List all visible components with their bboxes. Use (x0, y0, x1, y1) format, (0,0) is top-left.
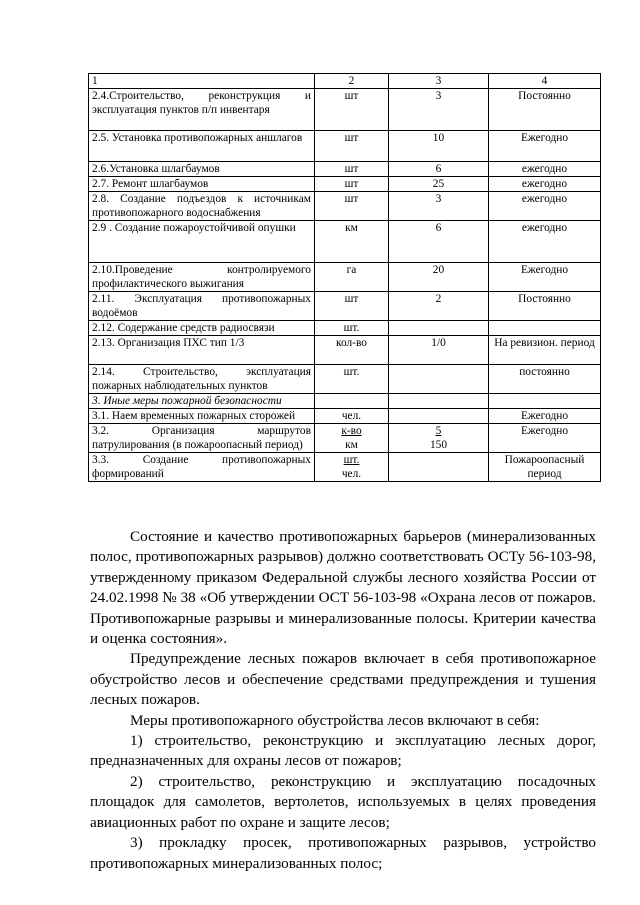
measure-name: 2.13. Организация ПХС тип 1/3 (89, 336, 315, 365)
header-cell-1: 1 (89, 74, 315, 89)
table-row (89, 292, 601, 321)
table-row (89, 177, 601, 192)
measure-unit: км (315, 221, 389, 263)
measure-name: 2.7. Ремонт шлагбаумов (89, 177, 315, 192)
measure-period: постоянно (489, 365, 601, 394)
measure-unit: шт. (315, 321, 389, 336)
measure-name: 2.5. Установка противопожарных аншлагов (89, 131, 315, 162)
measure-name: 2.12. Содержание средств радиосвязи (89, 321, 315, 336)
table-row (89, 263, 601, 292)
measure-period: Постоянно (489, 292, 601, 321)
header-cell-4: 4 (489, 74, 601, 89)
measure-period: Ежегодно (489, 424, 601, 453)
measure-qty: 6 (389, 221, 489, 263)
measure-unit: шт. (315, 365, 389, 394)
measure-name: 2.9 . Создание пожароустойчивой опушки (89, 221, 315, 263)
measure-qty: 1/0 (389, 336, 489, 365)
measure-qty (389, 321, 489, 336)
measure-unit: шт (315, 177, 389, 192)
measure-name: 3.2. Организация маршрутов патрулирования (в пожароопасный период) (89, 424, 315, 453)
measure-unit: га (315, 263, 389, 292)
measure-period: Пожароопасный период (489, 453, 601, 482)
list-item: 3) прокладку просек, противопожарных разрывов, устройство противопожарных минерализованных полос; (90, 834, 596, 872)
measure-name: 3.3. Создание противопожарных формирований (89, 453, 315, 482)
measure-period: ежегодно (489, 192, 601, 221)
measure-unit-primary: шт. (343, 454, 360, 466)
measure-unit-secondary: км (345, 439, 358, 451)
measure-period: Ежегодно (489, 131, 601, 162)
measure-unit: кол-во (315, 336, 389, 365)
measure-name: 3.1. Наем временных пожарных сторожей (89, 409, 315, 424)
measure-unit (315, 424, 389, 453)
measure-name: 2.10.Проведение контролируемого профилактического выжигания (89, 263, 315, 292)
measure-name: 2.4.Строительство, реконструкция и эксплуатация пунктов п/п инвентаря (89, 89, 315, 131)
measure-period: ежегодно (489, 162, 601, 177)
measure-name: 2.8. Создание подъездов к источникам противопожарного водоснабжения (89, 192, 315, 221)
measure-qty: 2 (389, 292, 489, 321)
paragraph: Состояние и качество противопожарных барьеров (минерализованных полос, противопожарных разрывов) должно соответствовать ОСТу 56-103-98, утвержденному приказом Федеральной службы лесного хозяйства России от 24.02.1998 № 38 «Об утверждении ОСТ 56-103-98 «Охрана лесов от пожаров. Противопожарные разрывы и минерализованные полосы. Критерии качества и оценка состояния». (90, 528, 596, 648)
measure-period: Постоянно (489, 89, 601, 131)
table-row (89, 336, 601, 365)
table-row (89, 424, 601, 453)
measure-unit: шт (315, 162, 389, 177)
measure-period: ежегодно (489, 177, 601, 192)
measure-unit: шт (315, 292, 389, 321)
measure-period: ежегодно (489, 221, 601, 263)
measure-period (489, 321, 601, 336)
measure-unit: шт (315, 89, 389, 131)
table-row (89, 409, 601, 424)
measure-name: 2.14. Строительство, эксплуатация пожарных наблюдательных пунктов (89, 365, 315, 394)
table-row (89, 453, 601, 482)
measure-unit: шт (315, 131, 389, 162)
measure-unit: шт (315, 192, 389, 221)
body-text (90, 527, 596, 874)
measure-unit (315, 453, 389, 482)
measure-qty (389, 409, 489, 424)
measure-qty: 3 (389, 192, 489, 221)
measure-qty: 6 (389, 162, 489, 177)
measure-qty-secondary: 150 (429, 439, 448, 451)
paragraph: Меры противопожарного обустройства лесов включают в себя: (130, 711, 540, 729)
header-cell-2: 2 (315, 74, 389, 89)
measure-qty: 20 (389, 263, 489, 292)
table-row (89, 192, 601, 221)
measure-unit: чел. (315, 409, 389, 424)
table-row (89, 221, 601, 263)
measure-period: Ежегодно (489, 263, 601, 292)
paragraph: Предупреждение лесных пожаров включает в себя противопожарное обустройство лесов и обеспечение средствами предупреждения и тушения лесных пожаров. (90, 650, 596, 709)
section-row (89, 394, 601, 409)
measure-period: Ежегодно (489, 409, 601, 424)
measure-name: 2.11. Эксплуатация противопожарных водоёмов (89, 292, 315, 321)
measure-unit-secondary: чел. (341, 468, 362, 480)
measure-qty (389, 453, 489, 482)
measure-qty (389, 424, 489, 453)
section-title: 3. Иные меры пожарной безопасности (89, 394, 315, 409)
list-item: 2) строительство, реконструкцию и эксплуатацию посадочных площадок для самолетов, вертолетов, используемых в целях проведения авиационных работ по охране и защите лесов; (90, 772, 596, 831)
measure-unit-primary: к-во (341, 425, 362, 437)
table-header-row (89, 74, 601, 89)
measure-qty: 3 (389, 89, 489, 131)
measure-qty (389, 365, 489, 394)
measure-period: На ревизион. период (489, 336, 601, 365)
table-row (89, 365, 601, 394)
table-row (89, 131, 601, 162)
fire-safety-measures-table (88, 73, 601, 482)
measure-qty-primary: 5 (435, 425, 442, 437)
list-item: 1) строительство, реконструкцию и эксплуатацию лесных дорог, предназначенных для охраны лесов от пожаров; (90, 732, 596, 770)
table-row (89, 162, 601, 177)
measure-name: 2.6.Установка шлагбаумов (89, 162, 315, 177)
table-row (89, 321, 601, 336)
table-row (89, 89, 601, 131)
measure-qty: 10 (389, 131, 489, 162)
measure-qty: 25 (389, 177, 489, 192)
header-cell-3: 3 (389, 74, 489, 89)
